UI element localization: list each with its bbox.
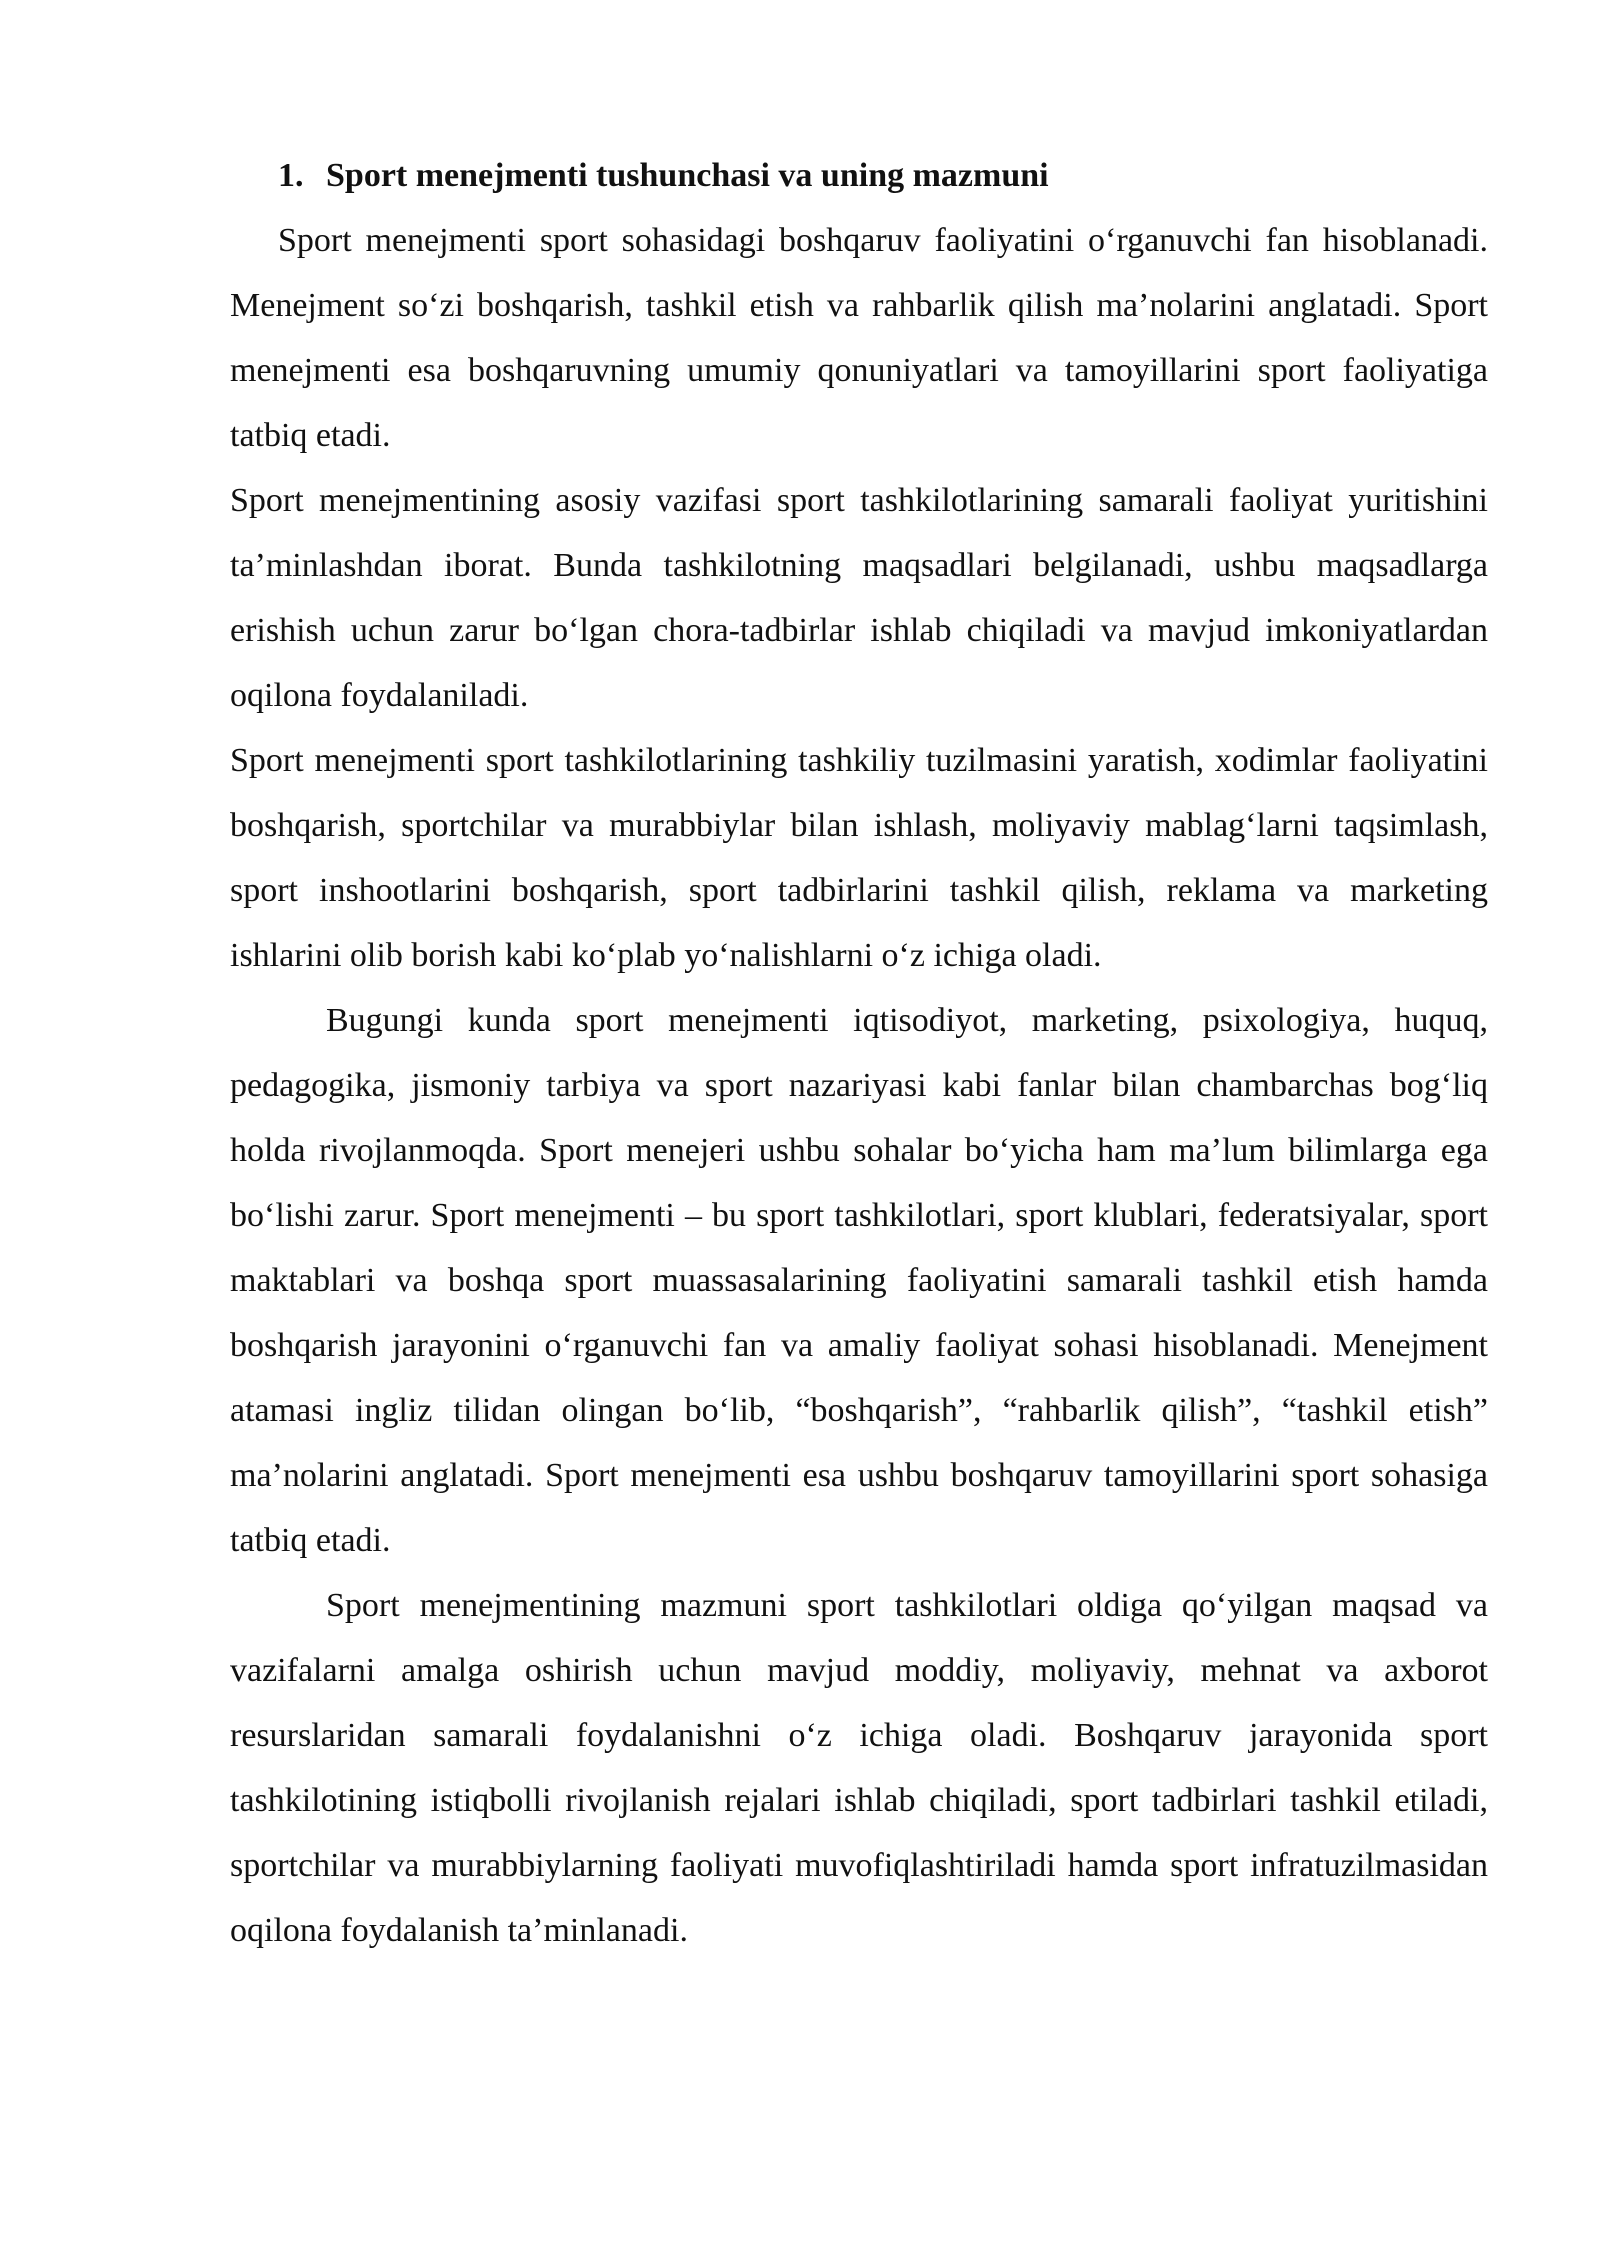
paragraph-definition: Sport menejmenti sport sohasidagi boshqaruv faoliyatini o‘rganuvchi fan hisoblanadi. Menejment so‘zi boshqarish, tashkil etish va rahbarlik qilish ma’nolarini anglatadi. Sport menejmenti esa boshqaruvning umumiy qonuniyatlari va tamoyillarini sport faoliyatiga tatbiq etadi. <box>230 222 1488 454</box>
paragraph-interdisciplinary: Bugungi kunda sport menejmenti iqtisodiyot, marketing, psixologiya, huquq, pedagogika, jismoniy tarbiya va sport nazariyasi kabi fanlar bilan chambarchas bog‘liq holda rivojlanmoqda. Sport menejeri ushbu sohalar bo‘yicha ham ma’lum bilimlarga ega bo‘lishi zarur. Sport menejmenti – bu sport tashkilotlari, sport klublari, federatsiyalar, sport maktablari va boshqa sport muassasalarining faoliyatini samarali tashkil etish hamda boshqarish jarayonini o‘rganuvchi fan va amaliy faoliyat sohasi hisoblanadi. Menejment atamasi ingliz tilidan olingan bo‘lib, “boshqarish”, “rahbarlik qilish”, “tashkil etish” ma’nolarini anglatadi. Sport menejmenti esa ushbu boshqaruv tamoyillarini sport sohasiga tatbiq etadi. <box>230 1002 1488 1559</box>
section-number: 1. <box>278 157 304 194</box>
section-heading <box>230 150 1488 202</box>
paragraph-content: Sport menejmentining mazmuni sport tashkilotlari oldiga qo‘yilgan maqsad va vazifalarni amalga oshirish uchun mavjud moddiy, moliyaviy, mehnat va axborot resurslaridan samarali foydalanishni o‘z ichiga oladi. Boshqaruv jarayonida sport tashkilotining istiqbolli rivojlanish rejalari ishlab chiqiladi, sport tadbirlari tashkil etiladi, sportchilar va murabbiylarning faoliyati muvofiqlashtiriladi hamda sport infratuzilmasidan oqilona foydalanish ta’minlanadi. <box>230 1587 1488 1949</box>
paragraph-scope: Sport menejmenti sport tashkilotlarining tashkiliy tuzilmasini yaratish, xodimlar faoliyatini boshqarish, sportchilar va murabbiylar bilan ishlash, moliyaviy mablag‘larni taqsimlash, sport inshootlarini boshqarish, sport tadbirlarini tashkil qilish, reklama va marketing ishlarini olib borish kabi ko‘plab yo‘nalishlarni o‘z ichiga oladi. <box>230 742 1488 974</box>
paragraph-main-task: Sport menejmentining asosiy vazifasi sport tashkilotlarining samarali faoliyat yuritishini ta’minlashdan iborat. Bunda tashkilotning maqsadlari belgilanadi, ushbu maqsadlarga erishish uchun zarur bo‘lgan chora-tadbirlar ishlab chiqiladi va mavjud imkoniyatlardan oqilona foydalaniladi. <box>230 482 1488 714</box>
section-title: Sport menejmenti tushunchasi va uning mazmuni <box>326 157 1049 194</box>
